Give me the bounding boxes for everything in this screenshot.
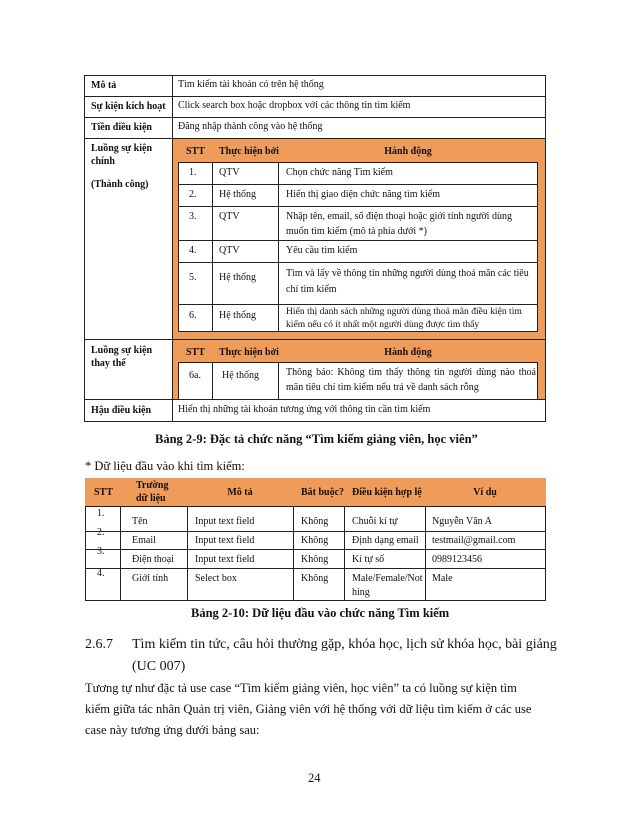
input-row-field: Giới tính bbox=[132, 573, 169, 584]
table-caption-2-9: Bảng 2-9: Đặc tả chức năng “Tìm kiếm giảng viên, học viên” bbox=[155, 432, 478, 446]
input-row-example: Nguyễn Văn A bbox=[432, 516, 492, 527]
input-row-example: testmail@gmail.com bbox=[432, 535, 516, 546]
alt-flow-header-action: Hành động bbox=[384, 347, 432, 358]
alt-flow-label: Luồng sự kiện bbox=[91, 345, 153, 356]
step-stt: 3. bbox=[189, 211, 197, 222]
row-label-trigger: Sự kiện kích hoạt bbox=[91, 101, 166, 112]
alt-step-action: Thông báo: Không tìm thấy thông tin người dùng nào thoả mãn tiêu chí tìm kiếm nếu trả về danh sách rỗng bbox=[286, 367, 536, 393]
step-action: Tìm và lấy về thông tin những người dùng thoả mãn các tiêu chí tìm kiếm bbox=[286, 268, 529, 295]
row-value-trigger: Click search box hoặc dropbox với các thông tin tìm kiếm bbox=[178, 100, 411, 111]
step-stt: 1. bbox=[189, 167, 197, 178]
input-intro: * Dữ liệu đầu vào khi tìm kiếm: bbox=[85, 459, 245, 473]
step-actor: QTV bbox=[219, 167, 240, 178]
input-header-condition: Điều kiện hợp lệ bbox=[352, 487, 422, 498]
step-action: Hiển thị danh sách những người dùng thoả mãn điều kiện tìm kiếm nếu có ít nhất một người dùng được tìm thấy bbox=[286, 306, 522, 330]
main-flow-header-actor: Thực hiện bởi bbox=[219, 146, 279, 157]
input-row-required: Không bbox=[301, 516, 329, 527]
input-row-stt: 3. bbox=[97, 546, 105, 557]
input-row-required: Không bbox=[301, 554, 329, 565]
input-row-required: Không bbox=[301, 535, 329, 546]
input-header-field-2: dữ liệu bbox=[136, 493, 166, 504]
input-row-desc: Input text field bbox=[195, 535, 255, 546]
main-flow-header-action: Hành động bbox=[384, 146, 432, 157]
main-flow-label-2: chính bbox=[91, 156, 115, 167]
input-row-condition: Định dạng email bbox=[352, 535, 419, 546]
input-header-example: Ví dụ bbox=[473, 487, 497, 498]
step-stt: 2. bbox=[189, 189, 197, 200]
input-row-required: Không bbox=[301, 573, 329, 584]
step-action: Nhập tên, email, số điện thoại hoặc giới tính người dùng muốn tìm kiếm (mô tả phía dưới *) bbox=[286, 211, 512, 237]
section-title-line2: (UC 007) bbox=[132, 659, 186, 674]
input-header-required: Bắt buộc? bbox=[301, 487, 345, 498]
step-stt: 4. bbox=[189, 245, 197, 256]
row-value-precondition: Đăng nhập thành công vào hệ thống bbox=[178, 121, 323, 132]
step-actor: QTV bbox=[219, 211, 240, 222]
step-action: Chọn chức năng Tìm kiếm bbox=[286, 167, 393, 178]
input-row-stt: 2. bbox=[97, 527, 105, 538]
step-stt: 6. bbox=[189, 310, 197, 321]
row-label-precondition: Tiền điều kiện bbox=[91, 122, 152, 133]
main-flow-label-3: (Thành công) bbox=[91, 179, 149, 190]
step-actor: QTV bbox=[219, 245, 240, 256]
table-caption-2-10: Bảng 2-10: Dữ liệu đầu vào chức năng Tìm kiếm bbox=[191, 606, 450, 620]
step-action: Yêu cầu tìm kiếm bbox=[286, 245, 358, 256]
input-row-example: 0989123456 bbox=[432, 554, 482, 565]
step-actor: Hệ thống bbox=[219, 310, 256, 321]
section-title: Tìm kiếm tin tức, câu hỏi thường gặp, khóa học, lịch sử khóa học, bài giảng bbox=[132, 637, 557, 652]
input-row-field: Email bbox=[132, 535, 156, 546]
input-header-field: Trường bbox=[136, 480, 169, 491]
alt-flow-header-stt: STT bbox=[186, 347, 205, 358]
step-action: Hiển thị giao diện chức năng tìm kiếm bbox=[286, 189, 440, 200]
body-paragraph-line-3: case này tương ứng dưới bảng sau: bbox=[85, 723, 260, 737]
body-paragraph-line-2: kiếm giữa tác nhân Quản trị viên, Giảng viên với hệ thống với dữ liệu tìm kiếm ở các use bbox=[85, 702, 532, 716]
input-row-stt: 4. bbox=[97, 568, 105, 579]
alt-step-actor: Hệ thống bbox=[222, 370, 259, 381]
row-value-description: Tìm kiếm tài khoản có trên hệ thống bbox=[178, 79, 324, 90]
input-row-condition: Chuỗi kí tự bbox=[352, 516, 398, 527]
input-row-condition: Kí tự số bbox=[352, 554, 385, 565]
step-stt: 5. bbox=[189, 272, 197, 283]
alt-step-stt: 6a. bbox=[189, 370, 201, 381]
input-row-example: Male bbox=[432, 573, 453, 584]
page-number: 24 bbox=[308, 771, 321, 785]
input-row-stt: 1. bbox=[97, 508, 105, 519]
input-row-desc: Input text field bbox=[195, 516, 255, 527]
body-paragraph-line-1: Tương tự như đặc tả use case “Tìm kiếm giảng viên, học viên” ta có luồng sự kiện tìm bbox=[85, 681, 517, 695]
section-number: 2.6.7 bbox=[85, 637, 113, 652]
step-actor: Hệ thống bbox=[219, 189, 256, 200]
input-header-desc: Mô tả bbox=[227, 487, 253, 498]
main-flow-label: Luồng sự kiện bbox=[91, 143, 153, 154]
input-row-field: Tên bbox=[132, 516, 148, 527]
alt-flow-header-actor: Thực hiện bởi bbox=[219, 347, 279, 358]
row-label-postcondition: Hậu điều kiện bbox=[91, 405, 152, 416]
input-row-field: Điện thoại bbox=[132, 554, 174, 565]
step-actor: Hệ thống bbox=[219, 272, 256, 283]
row-label-description: Mô tả bbox=[91, 80, 117, 91]
main-flow-header-stt: STT bbox=[186, 146, 205, 157]
input-row-condition: Male/Female/Not hing bbox=[352, 573, 423, 598]
input-header-stt: STT bbox=[94, 487, 113, 498]
input-row-desc: Select box bbox=[195, 573, 237, 584]
row-value-postcondition: Hiển thị những tài khoản tương ứng với thông tin cần tìm kiếm bbox=[178, 404, 431, 415]
input-row-desc: Input text field bbox=[195, 554, 255, 565]
alt-flow-label-2: thay thế bbox=[91, 358, 126, 369]
